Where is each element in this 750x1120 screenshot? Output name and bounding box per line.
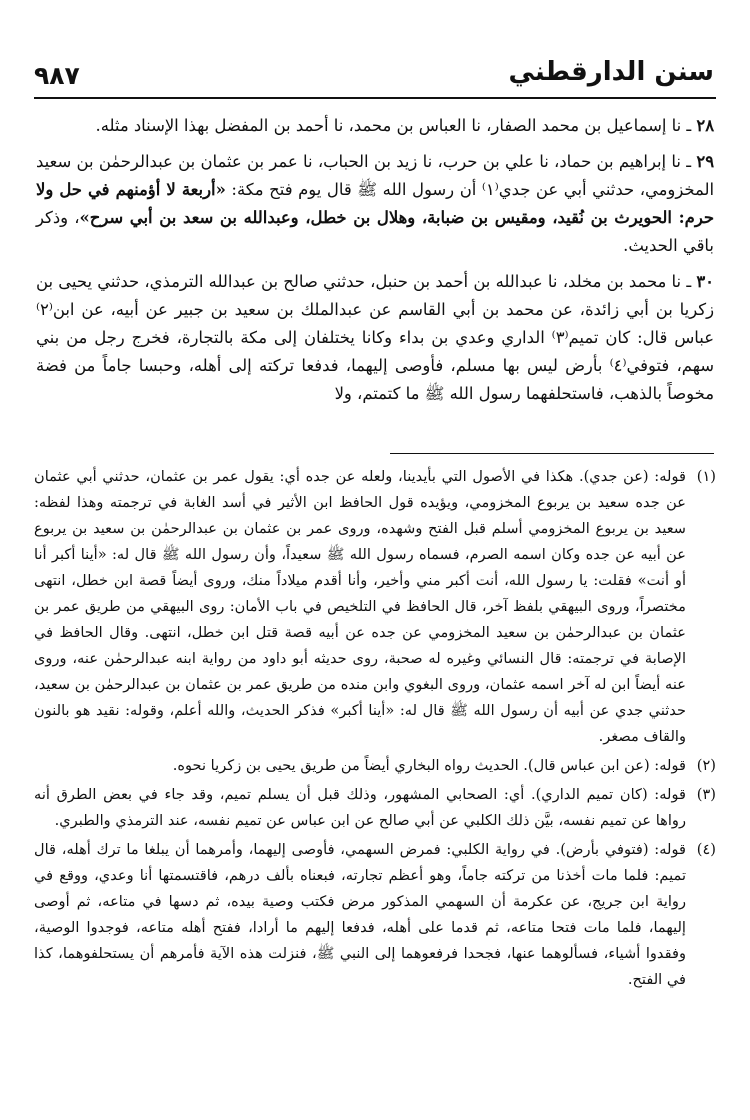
footnote [34,782,716,834]
footnotes [34,464,716,996]
footnote-text: قوله: (كان تميم الداري). أي: الصحابي المشهور، وذلك قبل أن يسلم تميم، وقد جاء في بعض الطرق أنه رواها عن تميم نفسه، بيَّن ذلك الكلبي عن أبي صالح عن ابن عباس عن تميم نفسه، عند الترمذي والطبري. [34,786,686,829]
footnote [34,464,716,750]
hadith-number: ٣٠ [696,272,714,291]
footnote-number: (١) [696,468,716,485]
hadith-quote: «أربعة لا أؤمنهم في حل ولا حرم: الحويرث بن نُقيد، ومقيس بن ضبابة، وهلال بن خطل، وعبدالله بن سعد بن أبي سرح» [36,180,714,227]
footnote [34,753,716,779]
footnote-number: (٢) [696,757,716,774]
footnote-text: قوله: (فتوفي بأرض). في رواية الكلبي: فمرض السهمي، فأوصى إليهما، وأمرهما أن يبلغا ما ترك أهله، قال تميم: فلما مات أخذنا من تركته جاماً، وهو أعظم تجارته، فبعناه بألف درهم، فاقتسمتها أنا وعدي، ووقع في رواية ابن جريج، عن عكرمة أن السهمي المذكور مرض فكتب وصية بيده، ثم دسها في متاعه، ثم أوصى إليهما، فلما مات فتحا متاعه، ثم قدما على أهله، فدفعا إليهم ما أرادا، ففتح أهله متاعه، فوجدوا الوصية، وفقدوا أشياء، فسألوهما عنها، فجحدا فرفعوهما إلى النبي ﷺ، فنزلت هذه الآية فأمرهم أن يستحلفوهما، كذا في الفتح. [34,841,686,988]
hadith-number: ٢٨ [696,116,714,135]
page-header [34,55,716,99]
footnote-text: قوله: (عن ابن عباس قال). الحديث رواه البخاري أيضاً من طريق يحيى بن زكريا نحوه. [172,757,686,774]
hadith-text-end: ، وذكر باقي الحديث. [36,208,714,255]
hadith-number: ٢٩ [696,152,714,171]
footnote-number: (٣) [696,786,716,803]
hadith-30: ٣٠ ـ نا محمد بن مخلد، نا عبدالله بن أحمد بن حنبل، حدثني صالح بن عبدالله الترمذي، حدثني يحيى بن زكريا بن أبي زائدة، عن محمد بن أبي القاسم عن عبدالملك بن سعيد بن جبير عن أبيه، عن ابن⁽٢⁾ عباس قال: كان تميم⁽٣⁾ الداري وعدي بن بداء وكانا يختلفان إلى مكة بالتجارة، فخرج رجل من بني سهم، فتوفي⁽٤⁾ بأرض ليس بها مسلم، فأوصى إليهما، فدفعا تركته إلى أهله، وحبسا جاماً من فضة مخوصاً بالذهب، فاستحلفهما رسول الله ﷺ ما كتمتم، ولا [36,272,714,403]
footnote-text: قوله: (عن جدي). هكذا في الأصول التي بأيدينا، ولعله عن جده أي: يقول عمر بن عثمان، حدثني أبي عثمان عن جده سعيد بن يربوع المخزومي، ويؤيده قول الحافظ ابن الأثير في أسد الغابة في ترجمته وهذا لفظه: سعيد بن يربوع المخزومي أسلم قبل الفتح وشهده، وروى عمر بن عثمان بن عبدالرحمٰن بن سعيد بن يربوع عن أبيه عن جده وكان اسمه الصرم، فسماه رسول الله ﷺ سعيداً، وأن رسول الله ﷺ قال له: «أينا أكبر أنا أو أنت» فقلت: يا رسول الله، أنت أكبر مني وأخير، وأنا أقدم ميلاداً منك، وروى أيضاً قصة ابن خطل، انتهى مختصراً، وروى البيهقي بلفظ آخر، قال الحافظ في التلخيص في باب الأمان: روى البيهقي من طريق عمر بن عثمان بن عبدالرحمٰن بن سعيد المخزومي عن جده عن أبيه قصة قتل ابن خطل، انتهى. وقال الحافظ في الإصابة في ترجمته: قال النسائي وغيره له صحبة، روى حديثه أبو داود من رواية ابنه عبدالرحمٰن عنه، وروى عنه أيضاً ابن له آخر اسمه عثمان، وروى البغوي وابن منده من طريق عمر بن عثمان بن عبدالرحمٰن بن سعيد، حدثني جدي عن أبيه أن رسول الله ﷺ قال له: «أينا أكبر» فذكر الحديث، والله أعلم، وقوله: نقيد هو بالنون والقاف مصغر. [34,468,686,745]
book-title: سنن الدارقطني [508,57,714,87]
footnote-separator [390,453,714,454]
hadith-28: ٢٨ ـ نا إسماعيل بن محمد الصفار، نا العباس بن محمد، نا أحمد بن المفضل بهذا الإسناد مثله. [95,116,714,135]
hadith-text: نا إبراهيم بن حماد، نا علي بن حرب، نا زيد بن الحباب، نا عمر بن عثمان بن عبدالرحمٰن بن سعيد المخزومي، حدثني أبي عن جدي⁽١⁾ أن رسول الله ﷺ قال يوم فتح مكة: [36,152,714,199]
hadith-text: نا محمد بن مخلد، نا عبدالله بن أحمد بن حنبل، حدثني صالح بن عبدالله الترمذي، حدثني يحيى بن زكريا بن أبي زائدة، عن محمد بن أبي القاسم عن عبدالملك بن سعيد بن جبير عن أبيه، عن ابن⁽٢⁾ عباس قال: كان تميم⁽٣⁾ الداري وعدي بن بداء وكانا يختلفان إلى مكة بالتجارة، فخرج رجل من بني سهم، فتوفي⁽٤⁾ بأرض ليس بها مسلم، فأوصى إليهما، فدفعا تركته إلى أهله، وحبسا جاماً من فضة مخوصاً بالذهب، فاستحلفهما رسول الله ﷺ ما كتمتم، ولا [36,272,714,403]
page-number: ٩٨٧ [34,61,80,90]
footnote-number: (٤) [696,841,716,858]
footnote [34,837,716,993]
hadith-29: ٢٩ ـ نا إبراهيم بن حماد، نا علي بن حرب، نا زيد بن الحباب، نا عمر بن عثمان بن عبدالرحمٰن بن سعيد المخزومي، حدثني أبي عن جدي⁽١⁾ أن رسول الله ﷺ قال يوم فتح مكة: «أربعة لا أؤمنهم في حل ولا حرم: الحويرث بن نُقيد، ومقيس بن ضبابة، وهلال بن خطل، وعبدالله بن سعد بن أبي سرح»، وذكر باقي الحديث. [36,152,714,255]
hadith-text: نا إسماعيل بن محمد الصفار، نا العباس بن محمد، نا أحمد بن المفضل بهذا الإسناد مثله. [95,116,682,135]
main-text [36,112,714,416]
